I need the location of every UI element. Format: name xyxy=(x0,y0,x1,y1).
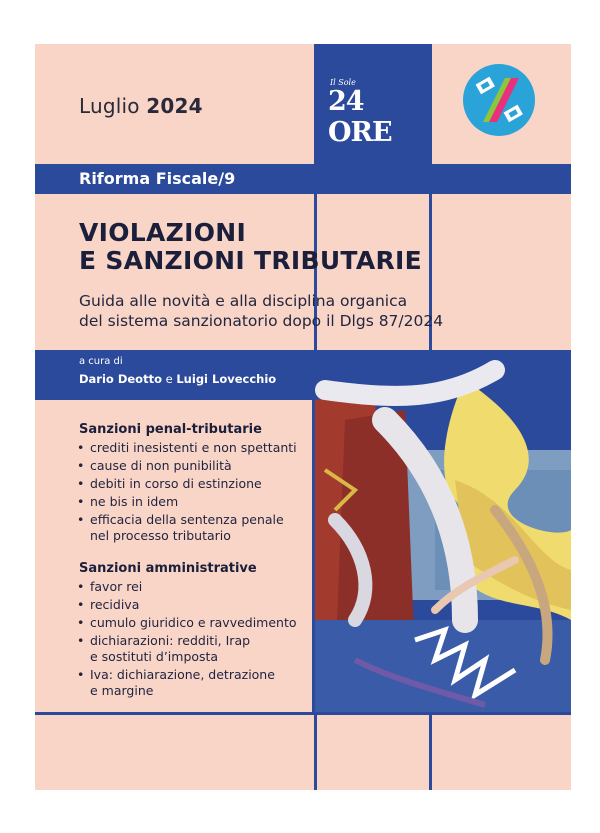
section-list-admin xyxy=(75,579,297,701)
badge-graphic xyxy=(463,64,535,136)
book-title xyxy=(79,219,422,275)
list-item: • ne bis in idem xyxy=(75,494,297,510)
list-item: • crediti inesistenti e non spettanti xyxy=(75,440,297,456)
issue-year: 2024 xyxy=(146,94,203,118)
title-line-2: E SANZIONI TRIBUTARIE xyxy=(79,246,423,275)
series-label: Riforma Fiscale/9 xyxy=(79,169,236,188)
list-item: • efficacia della sentenza penale nel processo tributario xyxy=(75,512,297,544)
cover-artwork xyxy=(315,360,571,712)
publisher-logo xyxy=(314,44,432,164)
list-item: • debiti in corso di estinzione xyxy=(75,476,297,492)
list-item: • dichiarazioni: redditi, Irap e sostituti d’imposta xyxy=(75,633,297,665)
editor-1: Dario Deotto xyxy=(79,372,162,386)
issue-month: Luglio xyxy=(79,94,140,118)
logo-big-text: 24 ORE xyxy=(328,86,392,148)
section-list-penal xyxy=(75,440,297,546)
editor-separator: e xyxy=(161,372,177,386)
grid-rule xyxy=(35,712,571,715)
list-item: • favor rei xyxy=(75,579,297,595)
logo-small-text: Il Sole xyxy=(330,78,356,87)
grid-rule xyxy=(429,704,432,790)
grid-rule xyxy=(314,704,317,790)
subtitle-line-1: Guida alle novità e alla disciplina organica xyxy=(79,292,408,310)
subtitle-line-2: del sistema sanzionatorio dopo il Dlgs 87/2024 xyxy=(79,312,444,330)
list-item: • cumulo giuridico e ravvedimento xyxy=(75,615,297,631)
series-badge-icon xyxy=(463,64,535,136)
section-title-penal: Sanzioni penal-tributarie xyxy=(79,422,262,437)
editor-2: Luigi Lovecchio xyxy=(176,372,277,386)
editor-names xyxy=(79,372,276,386)
issue-date xyxy=(79,94,203,118)
book-cover xyxy=(35,44,571,790)
grid-rule xyxy=(429,164,432,364)
book-subtitle xyxy=(79,291,443,331)
section-title-admin: Sanzioni amministrative xyxy=(79,561,257,576)
list-item: • recidiva xyxy=(75,597,297,613)
editor-label: a cura di xyxy=(79,356,123,367)
list-item: • cause di non punibilità xyxy=(75,458,297,474)
title-line-1: VIOLAZIONI xyxy=(79,218,247,247)
list-item: • Iva: dichiarazione, detrazione e margine xyxy=(75,667,297,699)
